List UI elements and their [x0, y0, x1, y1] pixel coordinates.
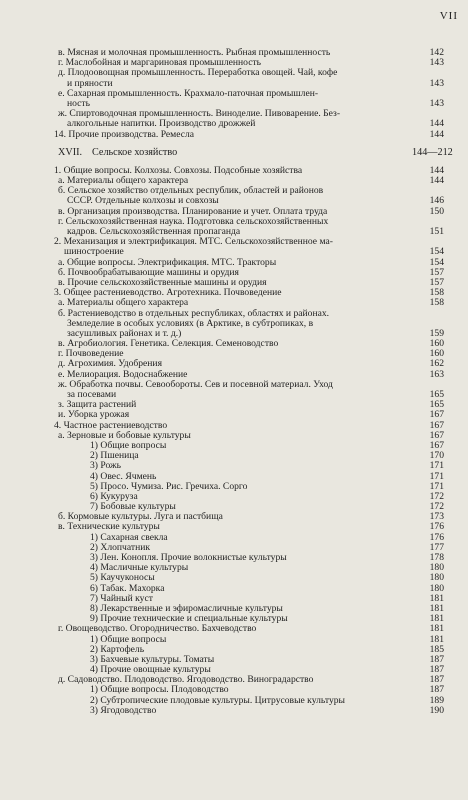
toc-entry-text: ж. Спиртоводочная промышленность. Виноделие. Пивоварение. Без- — [58, 108, 341, 120]
toc-entry-page: 143 — [429, 57, 444, 69]
toc-entry-text: 2. Механизация и электрификация. МТС. Сельскохозяйственное ма- — [54, 236, 333, 248]
toc-entry-page: 187 — [429, 664, 444, 676]
toc-entry-page: 144 — [429, 164, 444, 176]
toc-entry-text: д. Садоводство. Плодоводство. Ягодоводство. Виноградарство — [58, 674, 314, 686]
toc-entry-page: 187 — [429, 684, 444, 696]
toc-entry-text: б. Растениеводство в отдельных республиках, областях и районах. — [58, 307, 330, 319]
toc-entry-page: 190 — [429, 704, 444, 716]
toc-entry-text: и пряности — [67, 77, 113, 89]
toc-entry-page: 181 — [429, 633, 444, 645]
toc-entry-page: 185 — [429, 643, 444, 655]
toc-entry-text: в. Организация производства. Планирование и учет. Оплата труда — [58, 205, 328, 217]
toc-entry-text: ж. Обработка почвы. Севообороты. Сев и посевной материал. Уход — [58, 378, 333, 390]
toc-entry-text: 4) Прочие овощные культуры — [90, 664, 211, 676]
toc-entry-text: б. Кормовые культуры. Луга и пастбища — [58, 511, 223, 523]
toc-entry-page: 180 — [429, 562, 444, 574]
toc-entry-text: 3) Бахчевые культуры. Томаты — [90, 653, 215, 665]
toc-entry-text: 1) Сахарная свекла — [90, 531, 168, 543]
toc-entry-page: 181 — [429, 592, 444, 604]
toc-entry-text: 14. Прочие производства. Ремесла — [54, 128, 195, 140]
toc-entry-text: в. Агробиология. Генетика. Селекция. Семеноводство — [58, 338, 279, 350]
toc-entry — [0, 431, 468, 441]
toc-entry-text: 4) Овес. Ячмень — [90, 470, 157, 482]
toc-entry-page: 159 — [429, 327, 444, 339]
toc-entry-text: 1) Общие вопросы. Плодоводство — [90, 684, 229, 696]
toc-entry-text: 6) Кукуруза — [90, 490, 138, 502]
toc-entry-text: а. Материалы общего характера — [58, 175, 189, 187]
toc-entry-text: кадров. Сельскохозяйственная пропаганда — [67, 226, 241, 237]
toc-entry-text: а. Общие вопросы. Электрификация. МТС. Тракторы — [58, 256, 277, 268]
toc-entry-text: 2) Пшеница — [90, 450, 139, 462]
toc-entry-page: 170 — [429, 450, 444, 462]
toc-entry-page: 167 — [429, 409, 444, 421]
toc-entry-page: 181 — [429, 602, 444, 614]
toc-entry-page: 172 — [429, 490, 444, 502]
toc-entry — [0, 573, 468, 583]
toc-entry-page: 176 — [429, 531, 444, 543]
toc-entry-text: д. Плодоовощная промышленность. Переработка овощей. Чай, кофе — [58, 67, 338, 79]
toc-entry-page: 167 — [429, 439, 444, 451]
toc-entry-text: е. Мелиорация. Водоснабжение — [58, 368, 188, 380]
toc-entry-text: 7) Бобовые культуры — [90, 501, 176, 513]
toc-entry-page: 142 — [429, 47, 444, 58]
toc-entry-page: 189 — [429, 694, 444, 706]
toc-entry-page: 180 — [429, 582, 444, 594]
toc-entry — [0, 441, 468, 451]
toc-entry-text: а. Зерновые и бобовые культуры — [58, 429, 191, 441]
toc-entry-page: 187 — [429, 674, 444, 686]
toc-entry-page: 167 — [429, 419, 444, 431]
toc-entry-text: в. Технические культуры — [58, 521, 160, 533]
toc-entry-text: 4. Частное растениеводство — [54, 419, 168, 431]
toc-entry-text: д. Агрохимия. Удобрения — [58, 358, 162, 370]
toc-entry-text: а. Материалы общего характера — [58, 297, 189, 309]
toc-entry-text: з. Защита растений — [58, 399, 137, 411]
toc-entry-page: 181 — [429, 623, 444, 635]
toc-entry-page: 172 — [429, 501, 444, 513]
toc-entry — [0, 675, 468, 685]
toc-entry-page: 181 — [429, 613, 444, 625]
toc-entry-text: и. Уборка урожая — [58, 409, 130, 421]
toc-entry-text: 6) Табак. Махорка — [90, 582, 165, 594]
toc-entry-text: 3) Рожь — [90, 460, 122, 472]
toc-entry — [0, 298, 468, 308]
toc-entry-text: 5) Каучуконосы — [90, 572, 155, 584]
toc-entry-page: 157 — [429, 276, 444, 288]
toc-entry-page: 157 — [429, 266, 444, 278]
toc-entry-page: 143 — [429, 97, 444, 109]
section-heading — [0, 148, 468, 158]
toc-entry — [0, 645, 468, 655]
toc-entry-page: 143 — [429, 77, 444, 89]
toc-entry-text: СССР. Отдельные колхозы и совхозы — [67, 195, 219, 207]
toc-entry-text: 1) Общие вопросы — [90, 633, 167, 645]
toc-entry — [0, 706, 468, 716]
toc-entry-text: в. Прочие сельскохозяйственные машины и орудия — [58, 276, 267, 288]
toc-entry-text: б. Почвообрабатывающие машины и орудия — [58, 266, 239, 278]
toc-entry-text: 1. Общие вопросы. Колхозы. Совхозы. Подсобные хозяйства — [54, 164, 303, 176]
toc-entry-text: г. Овощеводство. Огородничество. Бахчеводство — [58, 623, 257, 635]
section-pages: 144—212 — [412, 146, 453, 158]
section-title: Сельское хозяйство — [92, 146, 178, 158]
toc-entry-page: 171 — [429, 460, 444, 472]
toc-entry — [0, 635, 468, 645]
toc-entry-text: г. Сельскохозяйственная наука. Подготовка сельскохозяйственных — [58, 215, 329, 227]
toc-entry-page: 165 — [429, 399, 444, 411]
toc-entry-page: 187 — [429, 653, 444, 665]
toc-entry-page: 171 — [429, 480, 444, 492]
toc-entry-page: 160 — [429, 338, 444, 350]
toc-entry-page: 158 — [429, 287, 444, 299]
toc-entry-text: б. Сельское хозяйство отдельных республик, областей и районов — [58, 185, 324, 197]
toc-entry-text: в. Мясная и молочная промышленность. Рыбная промышленность — [58, 47, 331, 58]
toc-entry-page: 144 — [429, 118, 444, 130]
toc-entry-page: 160 — [429, 348, 444, 360]
toc-entry — [0, 522, 468, 532]
toc-entry-page: 144 — [429, 175, 444, 187]
toc-entry-text: 4) Масличные культуры — [90, 562, 189, 574]
toc-entry-page: 146 — [429, 195, 444, 207]
toc-entry-page: 154 — [429, 246, 444, 258]
toc-entry-text: 9) Прочие технические и специальные культуры — [90, 613, 288, 625]
toc-entry-text: 3. Общее растениеводство. Агротехника. Почвоведение — [54, 287, 282, 299]
toc-entry-text: 1) Общие вопросы — [90, 439, 167, 451]
toc-entry-page: 176 — [429, 521, 444, 533]
toc-entry — [0, 130, 468, 140]
toc-entry-text: г. Почвоведение — [58, 348, 124, 360]
toc-entry-text: 2) Субтропические плодовые культуры. Цитрусовые культуры — [90, 694, 345, 706]
toc-entry-page: 167 — [429, 429, 444, 441]
table-of-contents — [0, 48, 468, 716]
toc-entry-page: 163 — [429, 368, 444, 380]
toc-entry-page: 165 — [429, 389, 444, 400]
toc-entry-text: 3) Ягодоводство — [90, 704, 157, 716]
toc-entry — [0, 482, 468, 492]
toc-entry-text: шиностроение — [64, 246, 124, 258]
entries — [0, 166, 468, 716]
toc-entry — [0, 696, 468, 706]
toc-entry-text: за посевами — [67, 389, 117, 400]
toc-entry-text: 3) Лен. Конопля. Прочие волокнистые культуры — [90, 552, 287, 563]
toc-entry-page: 177 — [429, 541, 444, 553]
toc-entry-page: 154 — [429, 256, 444, 268]
toc-entry-text: засушливых районах и т. д.) — [67, 327, 182, 339]
toc-entry — [0, 451, 468, 461]
top-entries — [0, 48, 468, 140]
toc-entry-text: Земледелие в особых условиях (в Арктике, в субтропиках, в — [67, 317, 314, 329]
toc-entry-page: 158 — [429, 297, 444, 309]
toc-entry — [0, 119, 468, 129]
toc-entry-page: 151 — [429, 226, 444, 237]
toc-entry-page: 150 — [429, 205, 444, 217]
toc-entry — [0, 533, 468, 543]
toc-entry — [0, 624, 468, 634]
toc-entry — [0, 584, 468, 594]
toc-entry-text: е. Сахарная промышленность. Крахмало-паточная промышлен- — [58, 87, 319, 99]
toc-entry-text: г. Маслобойная и маргариновая промышленность — [58, 57, 262, 69]
page-number: VII — [439, 10, 458, 22]
toc-entry-page: 173 — [429, 511, 444, 523]
toc-entry-text: ность — [67, 97, 90, 109]
toc-entry-text: 5) Просо. Чумиза. Рис. Гречиха. Сорго — [90, 480, 248, 492]
section-number: XVII. — [58, 146, 83, 158]
toc-entry — [0, 492, 468, 502]
toc-entry-text: алкогольные напитки. Производство дрожжей — [67, 118, 256, 130]
toc-entry-page: 180 — [429, 572, 444, 584]
toc-entry-text: 7) Чайный куст — [90, 592, 153, 604]
toc-entry-page: 144 — [429, 128, 444, 140]
toc-entry-text: 2) Картофель — [90, 643, 145, 655]
toc-entry — [0, 563, 468, 573]
toc-entry-text: 8) Лекарственные и эфиромасличные культуры — [90, 602, 283, 614]
toc-entry-text: 2) Хлопчатник — [90, 541, 150, 553]
toc-entry-page: 178 — [429, 552, 444, 563]
toc-entry — [0, 655, 468, 665]
toc-entry-page: 171 — [429, 470, 444, 482]
toc-entry-page: 162 — [429, 358, 444, 370]
toc-entry — [0, 553, 468, 563]
toc-entry — [0, 461, 468, 471]
